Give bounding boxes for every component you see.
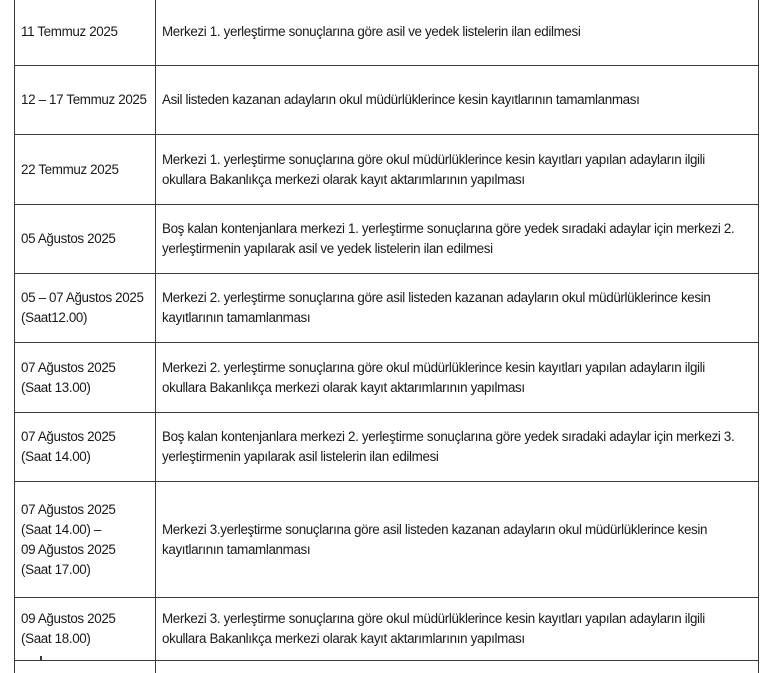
date-cell: 07 Ağustos 2025 (Saat 14.00): [15, 413, 156, 482]
date-cell: 05 – 07 Ağustos 2025 (Saat12.00): [15, 274, 156, 343]
table-row: [15, 598, 759, 661]
table-row: [15, 482, 759, 598]
description-cell: Boş kalan kontenjanlara merkezi 2. yerleştirme sonuçlarına göre yedek sıradaki adaylar için merkezi 3. yerleştirmenin yapılarak asil listelerin ilan edilmesi: [156, 413, 759, 482]
table-row-cut-off: [15, 661, 759, 673]
date-cell: 12 – 17 Temmuz 2025: [15, 66, 156, 135]
description-cell: Boş kalan kontenjanlara merkezi 1. yerleştirme sonuçlarına göre yedek sıradaki adaylar için merkezi 2. yerleştirmenin yapılarak asil ve yedek listelerin ilan edilmesi: [156, 205, 759, 274]
date-cell: 11 Temmuz 2025: [15, 0, 156, 66]
date-cell: 07 Ağustos 2025 (Saat 13.00): [15, 343, 156, 413]
date-cell: 05 Ağustos 2025: [15, 205, 156, 274]
empty-cell: [156, 661, 759, 673]
description-cell: Merkezi 2. yerleştirme sonuçlarına göre okul müdürlüklerince kesin kayıtları yapılan adayların ilgili okullara Bakanlıkça merkezi olarak kayıt aktarımlarının yapılması: [156, 343, 759, 413]
description-cell: Merkezi 1. yerleştirme sonuçlarına göre asil ve yedek listelerin ilan edilmesi: [156, 0, 759, 66]
description-cell: Merkezi 3.yerleştirme sonuçlarına göre asil listeden kazanan adayların okul müdürlüklerince kesin kayıtlarının tamamlanması: [156, 482, 759, 598]
table-row: [15, 413, 759, 482]
table-row: [15, 135, 759, 205]
description-cell: Merkezi 1. yerleştirme sonuçlarına göre okul müdürlüklerince kesin kayıtları yapılan adayların ilgili okullara Bakanlıkça merkezi olarak kayıt aktarımlarının yapılması: [156, 135, 759, 205]
table-row: [15, 274, 759, 343]
date-cell: 09 Ağustos 2025 (Saat 18.00): [15, 598, 156, 661]
description-cell: Asil listeden kazanan adayların okul müdürlüklerince kesin kayıtlarının tamamlanması: [156, 66, 759, 135]
description-cell: Merkezi 2. yerleştirme sonuçlarına göre asil listeden kazanan adayların okul müdürlüklerince kesin kayıtlarının tamamlanması: [156, 274, 759, 343]
description-cell: Merkezi 3. yerleştirme sonuçlarına göre okul müdürlüklerince kesin kayıtları yapılan adayların ilgili okullara Bakanlıkça merkezi olarak kayıt aktarımlarının yapılması: [156, 598, 759, 661]
table-row: [15, 66, 759, 135]
table-divider-fragment: [40, 656, 42, 661]
table-row: [15, 343, 759, 413]
schedule-table: [14, 0, 759, 673]
date-cell: 22 Temmuz 2025: [15, 135, 156, 205]
table-row: [15, 205, 759, 274]
table-row: [15, 0, 759, 66]
date-cell: 07 Ağustos 2025 (Saat 14.00) – 09 Ağustos 2025 (Saat 17.00): [15, 482, 156, 598]
empty-cell: [15, 661, 156, 673]
